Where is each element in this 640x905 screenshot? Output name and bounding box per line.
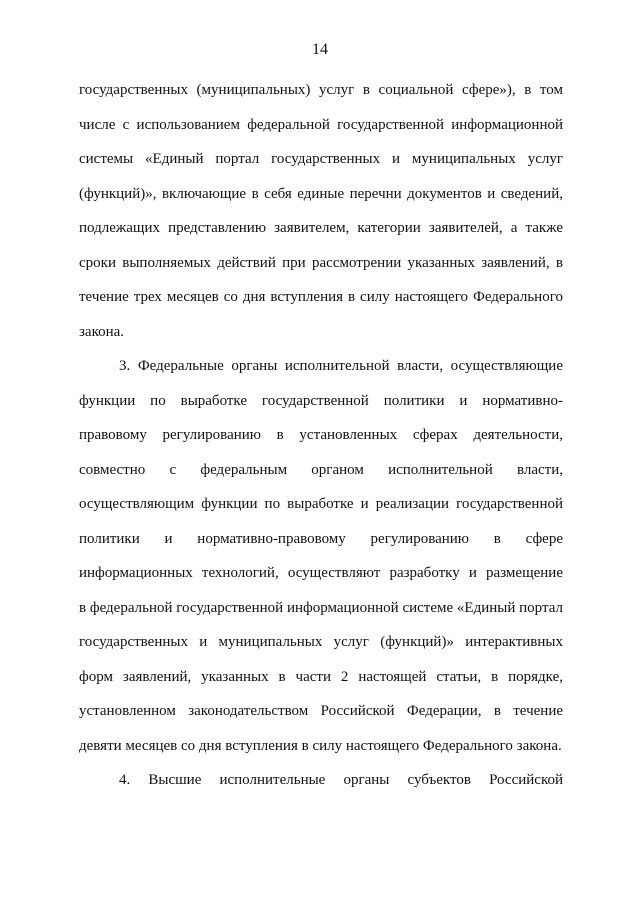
paragraph-1 (79, 73, 563, 349)
text-line: осуществляющим функции по выработке и реализации государственной (79, 496, 563, 512)
text-line: установленном законодательством Российской Федерации, в течение (79, 703, 563, 719)
text-line: государственных и муниципальных услуг (функций)» интерактивных (79, 634, 563, 650)
text-line: сроки выполняемых действий при рассмотрении указанных заявлений, в (79, 254, 563, 271)
text-line: системы «Единый портал государственных и муниципальных услуг (79, 151, 563, 167)
text-line: государственных (муниципальных) услуг в социальной сфере»), в том (79, 82, 563, 98)
text-line: 4. Высшие исполнительные органы субъектов Российской (119, 772, 563, 788)
text-line: 3. Федеральные органы исполнительной власти, осуществляющие (119, 358, 563, 374)
text-line: функции по выработке государственной политики и нормативно- (79, 392, 563, 409)
text-line: информационных технологий, осуществляют разработку и размещение (79, 565, 563, 581)
paragraph-3 (79, 763, 563, 798)
text-line: политики и нормативно-правовому регулированию в сфере (79, 530, 563, 547)
page-number: 14 (312, 41, 328, 58)
text-line: в федеральной государственной информационной системе «Единый портал (79, 599, 563, 616)
document-body (79, 73, 563, 798)
text-line: форм заявлений, указанных в части 2 настоящей статьи, в порядке, (79, 668, 563, 685)
paragraph-2 (79, 349, 563, 763)
text-line: правовому регулированию в установленных сферах деятельности, (79, 427, 563, 443)
text-line: закона. (79, 323, 125, 340)
text-line: девяти месяцев со дня вступления в силу настоящего Федерального закона. (79, 737, 562, 754)
text-line: течение трех месяцев со дня вступления в силу настоящего Федерального (79, 289, 563, 305)
text-line: подлежащих представлению заявителем, категории заявителей, а также (79, 220, 563, 236)
text-line: совместно с федеральным органом исполнительной власти, (79, 461, 563, 478)
text-line: числе с использованием федеральной государственной информационной (79, 116, 563, 133)
text-line: (функций)», включающие в себя единые перечни документов и сведений, (79, 185, 563, 202)
